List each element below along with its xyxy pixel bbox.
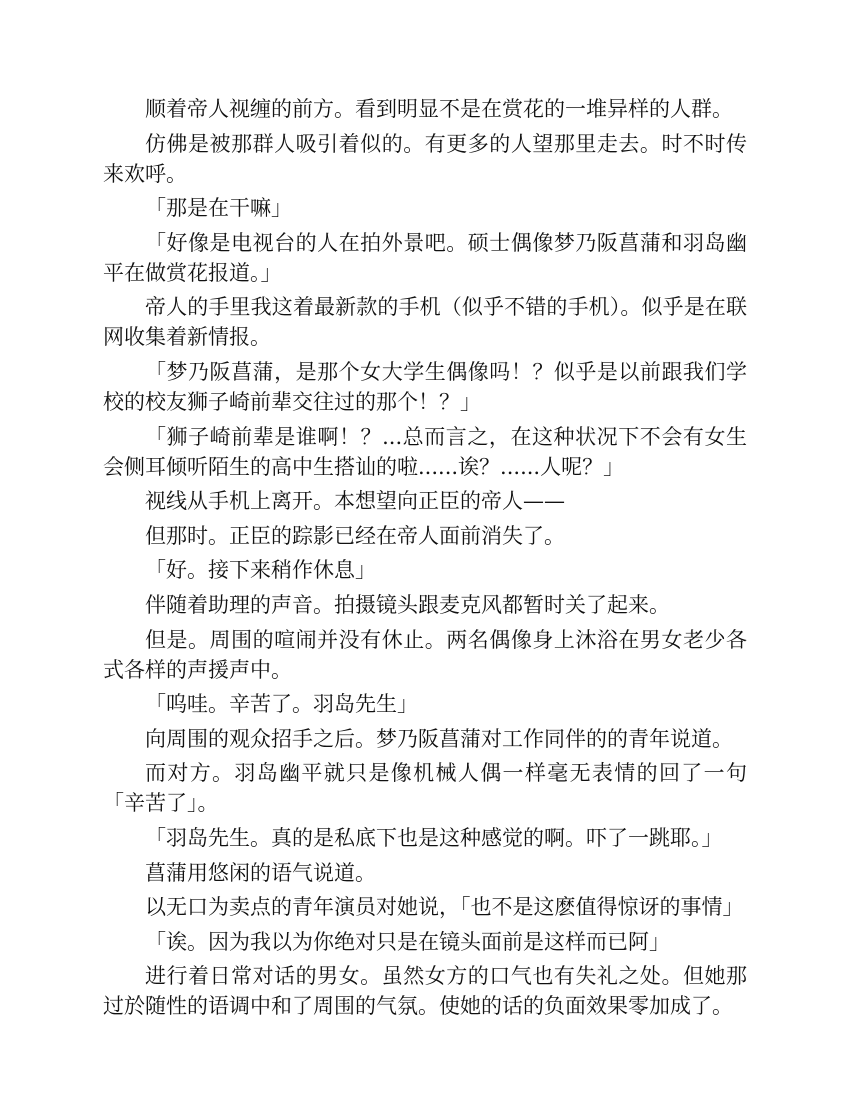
paragraph: 帝人的手里我这着最新款的手机（似乎不错的手机）。似乎是在联网收集着新情报。 bbox=[103, 295, 747, 350]
paragraph: 但是。周围的喧闹并没有休止。两名偶像身上沐浴在男女老少各式各样的声援声中。 bbox=[103, 627, 747, 682]
paragraph: 「好像是电视台的人在拍外景吧。硕士偶像梦乃阪菖蒲和羽岛幽平在做赏花报道。」 bbox=[103, 230, 747, 285]
paragraph: 顺着帝人视缠的前方。看到明显不是在赏花的一堆异样的人群。 bbox=[145, 97, 733, 121]
paragraph: 向周围的观众招手之后。梦乃阪菖蒲对工作同伴的的青年说道。 bbox=[145, 726, 733, 751]
body-text bbox=[103, 94, 747, 1026]
paragraph: 「羽岛先生。真的是私底下也是这种感觉的啊。吓了一跳耶。」 bbox=[145, 825, 723, 850]
paragraph: 进行着日常对话的男女。虽然女方的口气也有失礼之处。但她那过於随性的语调中和了周围的气氛。使她的话的负面效果零加成了。 bbox=[103, 964, 747, 1019]
paragraph: 以无口为卖点的青年演员对她说，「也不是这麽值得惊讶的事情」 bbox=[145, 895, 744, 920]
paragraph: 「那是在干嘛」 bbox=[145, 196, 292, 221]
paragraph: 但那时。正臣的踪影已经在帝人面前消失了。 bbox=[145, 523, 565, 548]
paragraph: 伴随着助理的声音。拍摄镜头跟麦克风都暂时关了起来。 bbox=[145, 592, 670, 617]
paragraph: 「诶。因为我以为你绝对只是在镜头面前是这样而已阿」 bbox=[145, 929, 670, 954]
paragraph: 菖蒲用悠闲的语气说道。 bbox=[145, 860, 376, 885]
paragraph: 而对方。羽岛幽平就只是像机械人偶一样毫无表情的回了一句「辛苦了」。 bbox=[103, 761, 747, 816]
paragraph: 「狮子崎前辈是谁啊！？...总而言之，在这种状况下不会有女生会侧耳倾听陌生的高中生搭讪的啦......诶？......人呢？」 bbox=[103, 424, 747, 479]
paragraph: 「梦乃阪菖蒲，是那个女大学生偶像吗！？似乎是以前跟我们学校的校友狮子崎前辈交往过的那个！？」 bbox=[103, 359, 747, 414]
paragraph: 「呜哇。辛苦了。羽岛先生」 bbox=[145, 692, 418, 717]
paragraph: 「好。接下来稍作休息」 bbox=[145, 558, 376, 583]
paragraph: 视线从手机上离开。本想望向正臣的帝人—— bbox=[145, 489, 565, 514]
paragraph: 仿佛是被那群人吸引着似的。有更多的人望那里走去。时不时传来欢呼。 bbox=[103, 131, 747, 186]
